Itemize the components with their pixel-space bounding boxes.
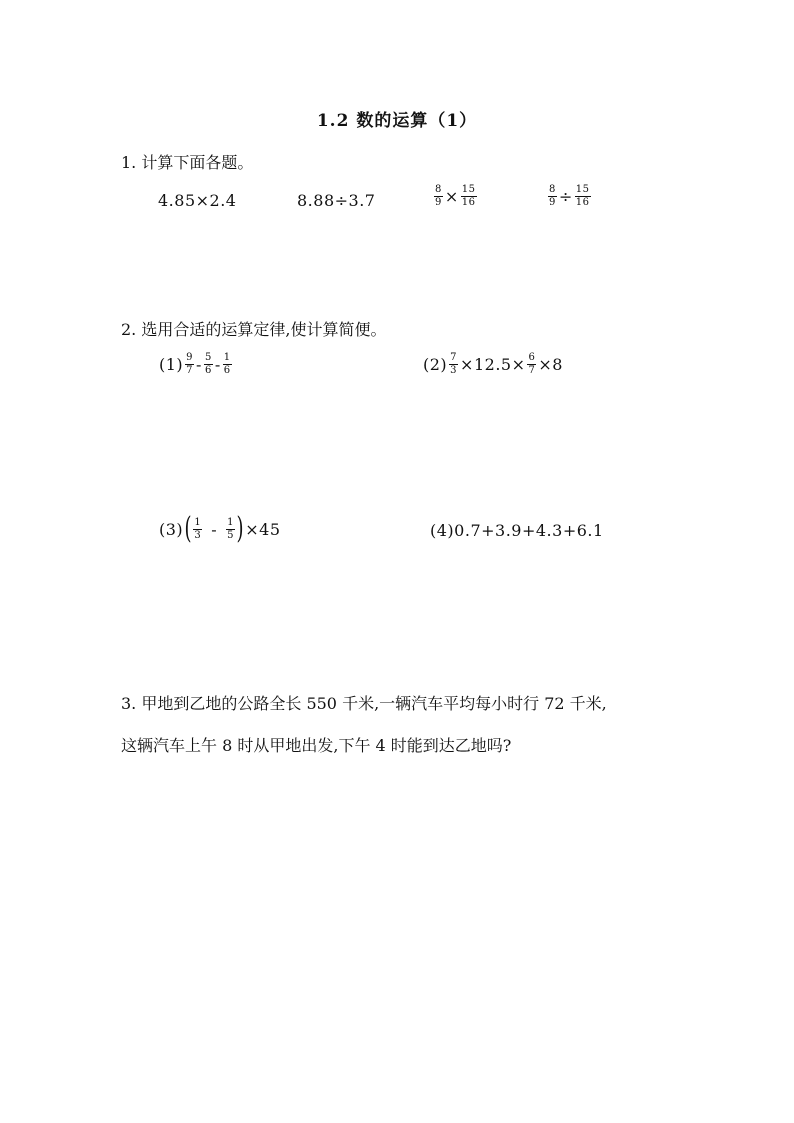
fraction: $\frac{15}{16}$ — [575, 184, 590, 208]
q1-item-1: 4.85×2.4 — [158, 191, 237, 210]
operator: ÷ — [558, 186, 573, 206]
q1-heading: 1. 计算下面各题。 — [121, 153, 254, 172]
q2-part-3: (3)( $\frac{1}{3}$ - $\frac{1}{5}$ )×45 — [159, 511, 281, 546]
fraction: $\frac{5}{6}$ — [204, 352, 212, 376]
fraction: $\frac{8}{9}$ — [549, 184, 556, 208]
close-paren: ) — [236, 511, 244, 546]
q3-line-2: 这辆汽车上午 8 时从甲地出发,下午 4 时能到达乙地吗? — [121, 736, 512, 755]
q3-line-1: 3. 甲地到乙地的公路全长 550 千米,一辆汽车平均每小时行 72 千米, — [121, 694, 607, 713]
q2-heading: 2. 选用合适的运算定律,使计算简便。 — [121, 320, 387, 339]
page-title: 1.2 数的运算（1） — [316, 111, 478, 131]
q2-part-4: (4)0.7+3.9+4.3+6.1 — [430, 521, 604, 540]
fraction: $\frac{6}{7}$ — [528, 352, 536, 376]
fraction: $\frac{8}{9}$ — [435, 184, 442, 208]
fraction: $\frac{1}{6}$ — [223, 352, 231, 376]
fraction: $\frac{15}{16}$ — [461, 184, 476, 208]
q2-part-1: (1) $\frac{9}{7}$ - $\frac{5}{6}$ - $\frac{1}{6}$ — [159, 352, 231, 376]
operator: × — [444, 186, 459, 206]
q1-item-2: 8.88÷3.7 — [297, 191, 376, 210]
fraction: $\frac{1}{3}$ — [194, 517, 202, 541]
fraction: $\frac{9}{7}$ — [186, 352, 194, 376]
q1-item-3 — [433, 184, 478, 208]
fraction: $\frac{1}{5}$ — [227, 517, 235, 541]
q1-item-4 — [547, 184, 592, 208]
q2-part-2: (2) $\frac{7}{3}$ ×12.5× $\frac{6}{7}$ ×8 — [423, 352, 563, 376]
open-paren: ( — [184, 511, 192, 546]
fraction: $\frac{7}{3}$ — [450, 352, 458, 376]
